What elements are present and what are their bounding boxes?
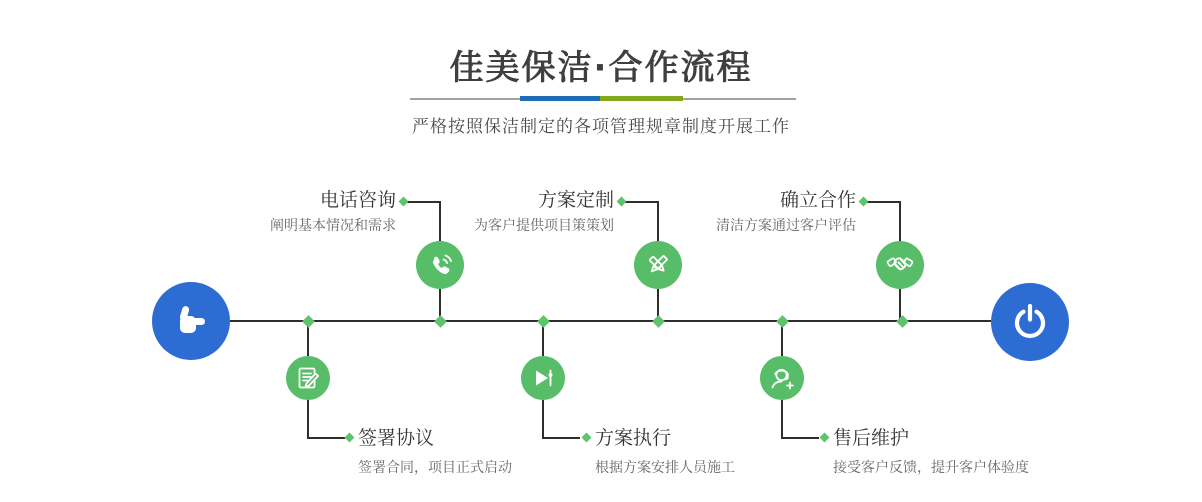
step-desc: 签署合同，项目正式启动 [358, 460, 512, 476]
customer-service-icon [768, 364, 796, 392]
handshake-icon [885, 250, 915, 280]
step-desc: 清洁方案通过客户评估 [716, 218, 856, 234]
divider-accent-blue [520, 96, 600, 101]
label-diamond [617, 197, 627, 207]
pointing-hand-icon [169, 299, 213, 343]
step-title: 电话咨询 [319, 189, 396, 211]
step-design [394, 189, 614, 235]
timeline-node-diamond [302, 315, 315, 328]
connector-line [866, 201, 901, 203]
step-node-cooperation [876, 241, 924, 289]
step-node-design [634, 241, 682, 289]
connector-line [307, 437, 345, 439]
page-title: 佳美保洁·合作流程 [449, 48, 753, 88]
step-title: 确立合作 [779, 189, 856, 211]
label-diamond [859, 197, 869, 207]
step-service [833, 427, 1093, 477]
step-title: 签署协议 [358, 427, 435, 449]
end-node [991, 283, 1069, 361]
step-phone [176, 189, 396, 235]
step-desc: 为客户提供项目策策划 [474, 218, 614, 234]
power-icon [1009, 301, 1051, 343]
page-subtitle: 严格按照保洁制定的各项管理规章制度开展工作 [412, 117, 790, 137]
step-desc: 根据方案安排人员施工 [595, 460, 735, 476]
step-node-phone [416, 241, 464, 289]
play-execute-icon [530, 365, 556, 391]
step-desc: 阐明基本情况和需求 [270, 218, 396, 234]
step-node-service [760, 356, 804, 400]
timeline-line [230, 320, 991, 322]
timeline-node-diamond [652, 315, 665, 328]
step-title: 方案执行 [595, 427, 672, 449]
label-diamond [345, 433, 355, 443]
timeline-node-diamond [776, 315, 789, 328]
start-node [152, 282, 230, 360]
step-title: 售后维护 [833, 427, 910, 449]
step-node-execute [521, 356, 565, 400]
timeline-node-diamond [537, 315, 550, 328]
step-cooperation [636, 189, 856, 235]
timeline-node-diamond [434, 315, 447, 328]
step-node-sign [286, 356, 330, 400]
step-sign [358, 427, 618, 477]
pencil-tools-icon [644, 251, 672, 279]
signed-document-icon [295, 365, 321, 391]
divider-accent-green [600, 96, 683, 101]
connector-line [899, 201, 901, 241]
step-desc: 接受客户反馈，提升客户体验度 [833, 460, 1029, 476]
phone-icon [426, 251, 454, 279]
connector-line [307, 400, 309, 439]
step-title: 方案定制 [537, 189, 614, 211]
step-execute [595, 427, 855, 477]
